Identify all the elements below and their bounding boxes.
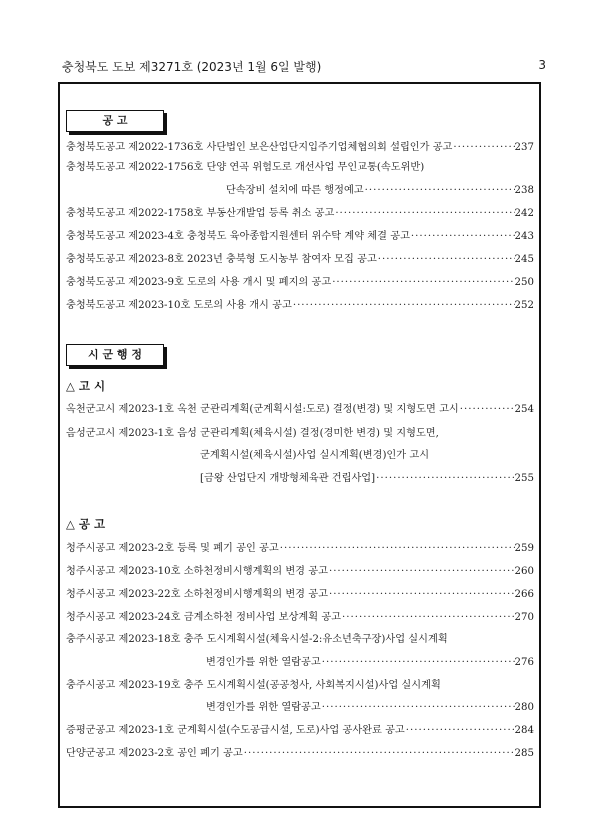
- toc-entry[interactable]: 충주시공고 제2023-18호 충주 도시계획시설(체육시설-2:유소년축구장)사업 실시계획: [66, 634, 448, 645]
- toc-entry[interactable]: 충청북도공고 제2023-9호 도로의 사용 개시 및 폐지의 공고 ····· 250: [66, 273, 534, 293]
- toc-entry[interactable]: 청주시공고 제2023-10호 소하천정비시행계획의 변경 공고 ····· 260: [66, 562, 534, 582]
- section-label-notice: 공 고: [66, 110, 164, 132]
- toc-entry[interactable]: 음성군고시 제2023-1호 음성 군관리계획(체육시설) 결정(경미한 변경) 및 지형도면,: [66, 428, 439, 439]
- toc-entry[interactable]: 충청북도공고 제2022-1758호 부동산개발업 등록 취소 공고 ····· 242: [66, 204, 534, 224]
- toc-entry[interactable]: 청주시공고 제2023-22호 소하천정비시행계획의 변경 공고 ····· 266: [66, 585, 534, 605]
- toc-entry-continuation[interactable]: 변경인가를 위한 열람공고 ····· 276: [206, 653, 534, 673]
- toc-entry[interactable]: 청주시공고 제2023-2호 등록 및 폐기 공인 공고 ····· 259: [66, 539, 534, 559]
- toc-entry[interactable]: 충청북도공고 제2022-1736호 사단법인 보은산업단지입주기업체협의회 설립인가 공고 ····· 237: [66, 138, 534, 158]
- toc-entry[interactable]: 증평군공고 제2023-1호 군계획시설(수도공급시설, 도로)사업 공사완료 공고 ····· 284: [66, 721, 534, 741]
- toc-entry[interactable]: 충청북도공고 제2022-1756호 단양 연곡 위험도로 개선사업 무인교통(속도위반): [66, 162, 425, 173]
- toc-entry[interactable]: 충청북도공고 제2023-4호 충청북도 육아종합지원센터 위수탁 계약 체결 공고 ····· 243: [66, 227, 534, 247]
- gazette-title: 충청북도 도보 제3271호 (2023년 1월 6일 발행): [62, 60, 322, 74]
- toc-entry[interactable]: 청주시공고 제2023-24호 금계소하천 정비사업 보상계획 공고 ····· 270: [66, 608, 534, 628]
- toc-entry-continuation[interactable]: [금왕 산업단지 개방형체육관 건립사업] ····· 255: [200, 469, 534, 489]
- subsection-notices: △ 공 고: [66, 517, 106, 531]
- toc-entry[interactable]: 단양군공고 제2023-2호 공인 폐기 공고 ····· 285: [66, 744, 534, 764]
- subsection-announcements: △ 고 시: [66, 379, 106, 393]
- toc-entry[interactable]: 옥천군고시 제2023-1호 옥천 군관리계획(군계획시설:도로) 결정(변경) 및 지형도면 고시 ····· 254: [66, 400, 534, 420]
- page-header: [62, 58, 546, 76]
- toc-entry-continuation[interactable]: 군계획시설(체육시설)사업 실시계획(변경)인가 고시: [200, 450, 430, 461]
- page-number: 3: [538, 58, 546, 72]
- toc-entry[interactable]: 충청북도공고 제2023-8호 2023년 충북형 도시농부 참여자 모집 공고 ····· 245: [66, 250, 534, 270]
- toc-entry[interactable]: 충주시공고 제2023-19호 충주 도시계획시설(공공청사, 사회복지시설)사업 실시계획: [66, 680, 441, 691]
- toc-entry[interactable]: 충청북도공고 제2023-10호 도로의 사용 개시 공고 ····· 252: [66, 296, 534, 316]
- toc-entry-continuation[interactable]: 단속장비 설치에 따른 행정예고 ····· 238: [226, 181, 534, 201]
- toc-entry-continuation[interactable]: 변경인가를 위한 열람공고 ····· 280: [206, 698, 534, 718]
- section-label-city-county: 시 군 행 정: [66, 344, 164, 366]
